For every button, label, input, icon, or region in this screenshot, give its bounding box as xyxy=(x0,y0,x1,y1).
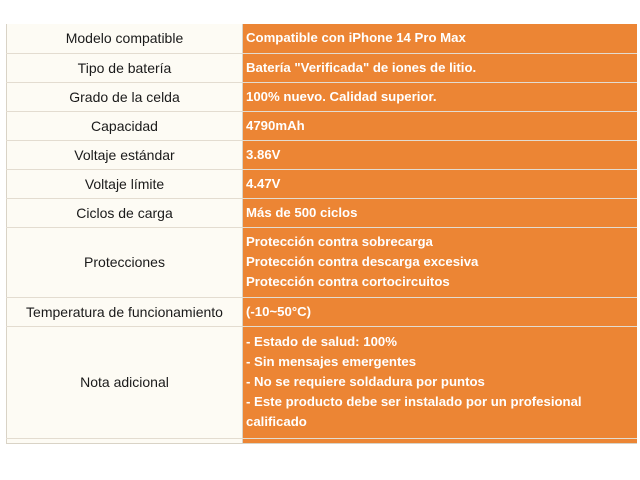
spec-value-line: - No se requiere soldadura por puntos xyxy=(246,374,485,389)
spec-row-operating-temperature xyxy=(7,297,638,326)
spec-row-charge-cycles xyxy=(7,198,638,227)
spec-row-capacity xyxy=(7,111,638,140)
spec-label: Capacidad xyxy=(7,111,243,140)
battery-spec-table xyxy=(6,24,637,444)
spec-row-battery-type xyxy=(7,53,638,82)
spec-value xyxy=(243,24,638,53)
spec-label: Tipo de batería xyxy=(7,53,243,82)
spec-row-standard-voltage xyxy=(7,140,638,169)
spec-label: Grado de la celda xyxy=(7,82,243,111)
spec-value xyxy=(243,140,638,169)
table-bottom-label-cell xyxy=(7,438,243,443)
spec-row-limit-voltage xyxy=(7,169,638,198)
spec-value xyxy=(243,297,638,326)
spec-value xyxy=(243,227,638,297)
spec-value xyxy=(243,111,638,140)
spec-value-line: - Este producto debe ser instalado por un profesional xyxy=(246,394,582,409)
spec-value-line: Protección contra descarga excesiva xyxy=(246,254,479,269)
spec-label: Nota adicional xyxy=(7,326,243,438)
spec-value xyxy=(243,326,638,438)
spec-label: Protecciones xyxy=(7,227,243,297)
spec-value xyxy=(243,82,638,111)
spec-value-line: - Estado de salud: 100% xyxy=(246,334,397,349)
spec-row-compatible-model xyxy=(7,24,638,53)
spec-value-line: 3.86V xyxy=(246,146,281,162)
spec-value-line: 4790mAh xyxy=(246,117,305,133)
spec-value-line: Batería "Verificada" de iones de litio. xyxy=(246,59,477,75)
spec-value-line: 4.47V xyxy=(246,175,281,191)
spec-row-protections xyxy=(7,227,638,297)
spec-label: Modelo compatible xyxy=(7,24,243,53)
spec-value-line: Compatible con iPhone 14 Pro Max xyxy=(246,30,466,46)
table-bottom-value-cell xyxy=(243,438,638,443)
spec-row-cell-grade xyxy=(7,82,638,111)
spec-label: Ciclos de carga xyxy=(7,198,243,227)
spec-value-line: 100% nuevo. Calidad superior. xyxy=(246,88,437,104)
spec-value-line: Más de 500 ciclos xyxy=(246,204,358,220)
spec-value-line: Protección contra sobrecarga xyxy=(246,234,433,249)
spec-value-line: Protección contra cortocircuitos xyxy=(246,274,450,289)
spec-value-line: - Sin mensajes emergentes xyxy=(246,354,417,369)
spec-value-line: calificado xyxy=(246,414,307,429)
spec-value xyxy=(243,53,638,82)
spec-label: Temperatura de funcionamiento xyxy=(7,297,243,326)
spec-label: Voltaje estándar xyxy=(7,140,243,169)
spec-label: Voltaje límite xyxy=(7,169,243,198)
spec-value-line: (-10~50°C) xyxy=(246,303,312,319)
spec-value xyxy=(243,169,638,198)
spec-row-additional-note xyxy=(7,326,638,438)
table-bottom-row xyxy=(7,438,638,443)
spec-value xyxy=(243,198,638,227)
